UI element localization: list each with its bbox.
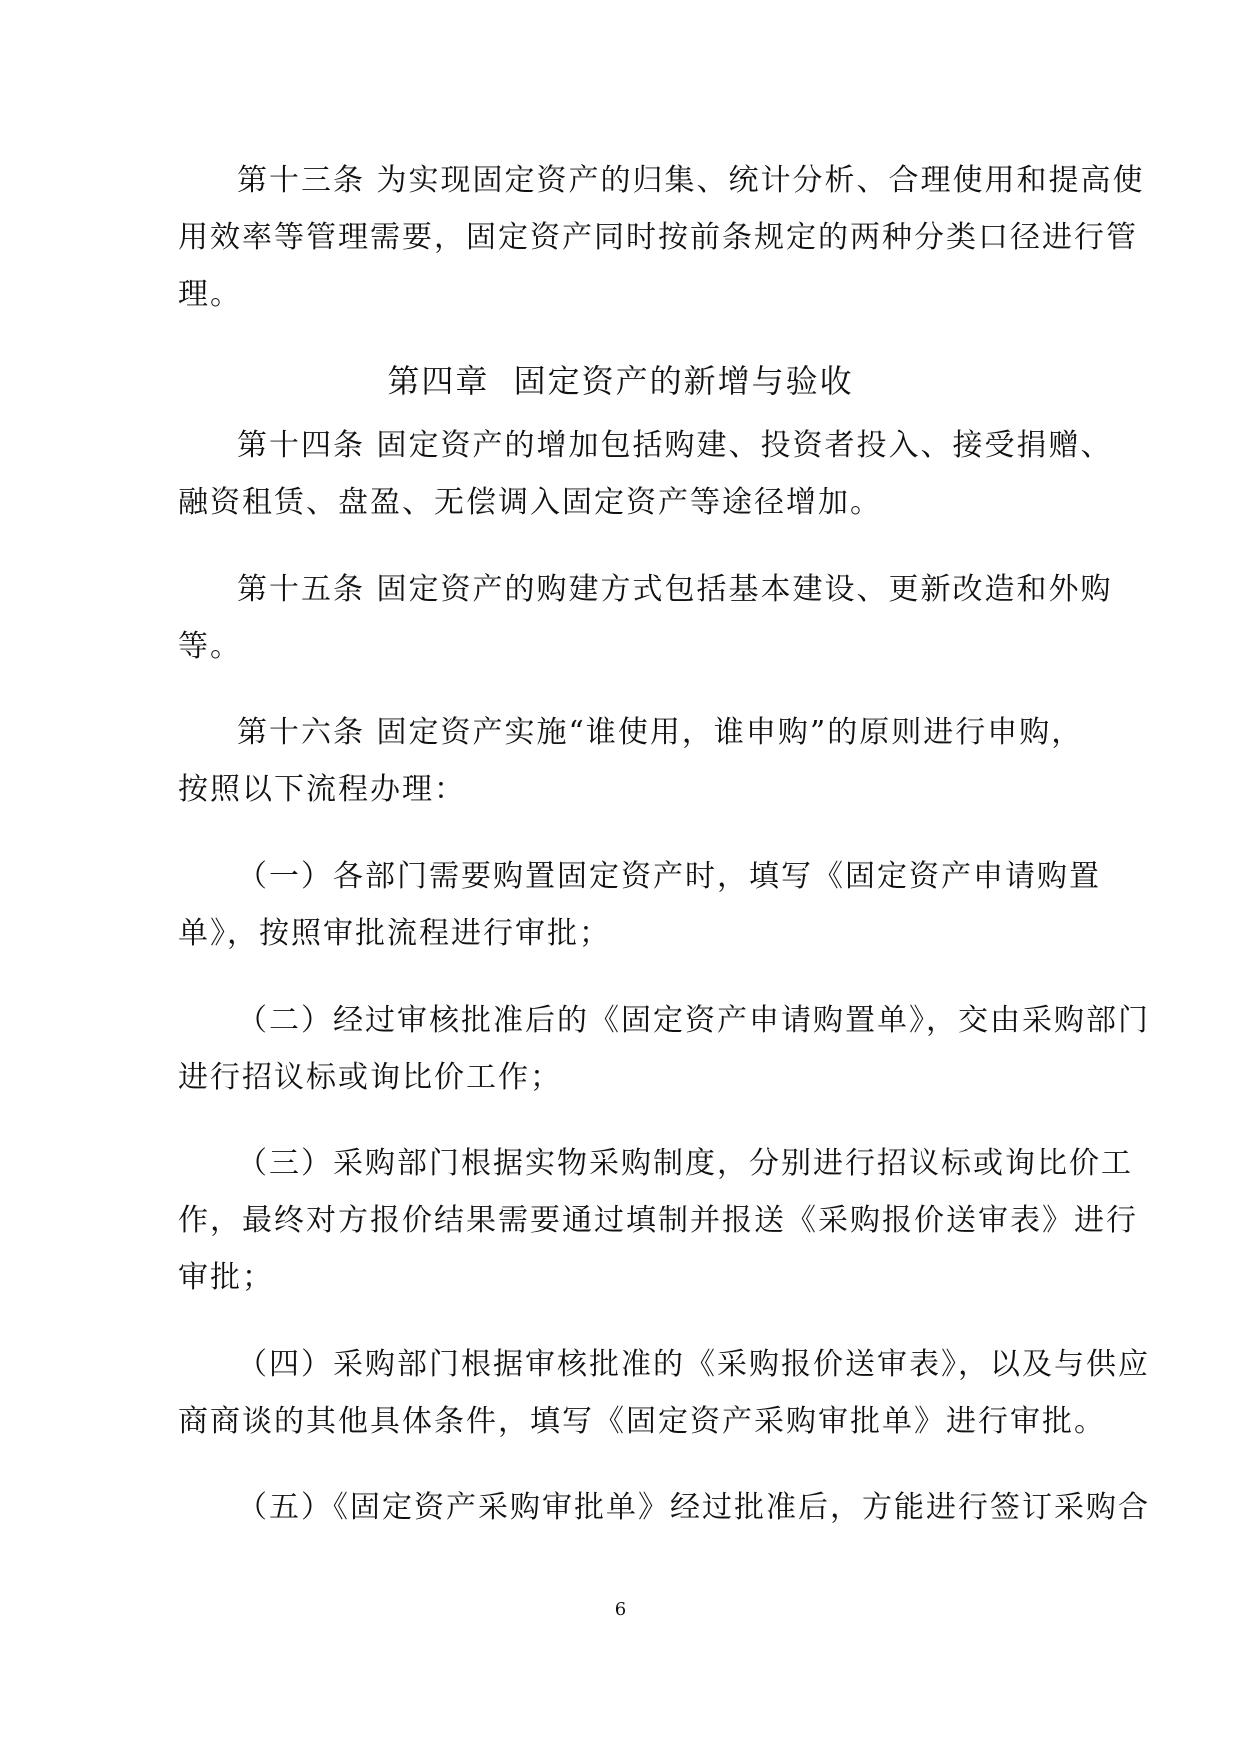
article-14-line-1: 第十四条 固定资产的增加包括购建、投资者投入、接受捐赠、 xyxy=(237,428,1113,463)
item-3-line-3: 审批； xyxy=(178,1260,274,1295)
article-13-line-2: 用效率等管理需要，固定资产同时按前条规定的两种分类口径进行管 xyxy=(178,220,1138,255)
item-2-line-2: 进行招议标或询比价工作； xyxy=(178,1060,562,1095)
article-15-line-1: 第十五条 固定资产的购建方式包括基本建设、更新改造和外购 xyxy=(237,572,1113,607)
item-1-line-2: 单》，按照审批流程进行审批； xyxy=(178,916,611,951)
article-15-line-2: 等。 xyxy=(178,629,242,664)
chapter-4-title: 第四章 固定资产的新增与验收 xyxy=(387,362,854,400)
article-16-line-1: 第十六条 固定资产实施“谁使用，谁申购”的原则进行申购， xyxy=(237,715,1084,750)
article-13-line-3: 理。 xyxy=(178,277,242,312)
item-1-line-1: （一）各部门需要购置固定资产时，填写《固定资产申请购置 xyxy=(237,859,1101,894)
article-13-line-1: 第十三条 为实现固定资产的归集、统计分析、合理使用和提高使 xyxy=(237,163,1145,198)
page-number: 6 xyxy=(614,1599,627,1620)
item-2-line-1: （二）经过审核批准后的《固定资产申请购置单》，交由采购部门 xyxy=(237,1003,1150,1038)
item-5-line-1: （五）《固定资产采购审批单》经过批准后，方能进行签订采购合 xyxy=(237,1490,1150,1525)
item-4-line-2: 商商谈的其他具体条件，填写《固定资产采购审批单》进行审批。 xyxy=(178,1404,1106,1439)
item-3-line-1: （三）采购部门根据实物采购制度，分别进行招议标或询比价工 xyxy=(237,1146,1133,1181)
article-14-line-2: 融资租赁、盘盈、无偿调入固定资产等途径增加。 xyxy=(178,485,882,520)
item-3-line-2: 作，最终对方报价结果需要通过填制并报送《采购报价送审表》进行 xyxy=(178,1203,1138,1238)
item-4-line-1: （四）采购部门根据审核批准的《采购报价送审表》，以及与供应 xyxy=(237,1347,1150,1382)
article-16-line-2: 按照以下流程办理： xyxy=(178,772,466,807)
